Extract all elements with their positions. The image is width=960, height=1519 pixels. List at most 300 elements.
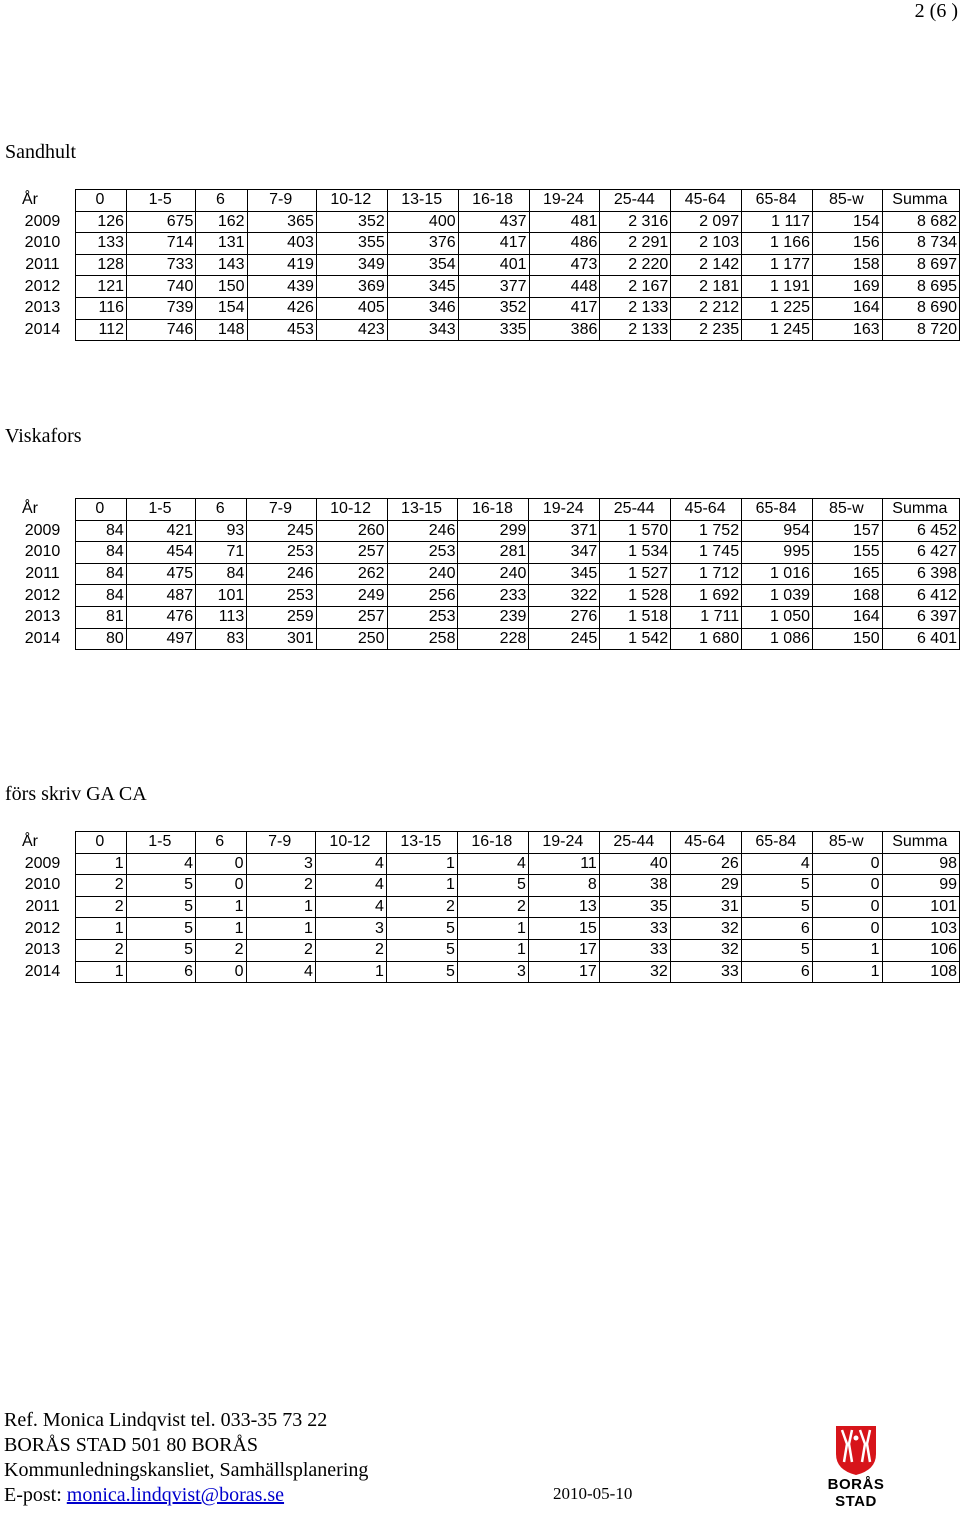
- section-title-fors-skriv: förs skriv GA CA: [5, 783, 147, 805]
- boras-stad-logo: [824, 1424, 888, 1519]
- row-year-label: 2014: [24, 629, 61, 647]
- table-cell: 2 133: [600, 297, 671, 319]
- table-cell: 475: [126, 563, 195, 585]
- table-cell: 133: [75, 233, 126, 255]
- table-cell: 4: [457, 853, 528, 875]
- row-year-label: 2012: [24, 586, 61, 604]
- table-cell: 256: [387, 585, 458, 607]
- table-cell: 8 690: [882, 297, 959, 319]
- table-cell: 253: [387, 542, 458, 564]
- table-cell: 257: [316, 606, 387, 628]
- table-cell: 439: [247, 276, 316, 298]
- table-cell: 6 397: [882, 606, 959, 628]
- table-cell: 733: [127, 254, 196, 276]
- table-cell: 164: [813, 606, 883, 628]
- table-cell: 103: [882, 918, 959, 940]
- column-header: 1-5: [126, 499, 195, 521]
- column-header: 45-64: [670, 832, 741, 854]
- table-cell: 345: [529, 563, 600, 585]
- column-header: Summa: [882, 832, 959, 854]
- table-row: [12, 939, 960, 961]
- table-row: [12, 563, 960, 585]
- table-cell: 6: [741, 918, 812, 940]
- column-header: 45-64: [671, 190, 742, 212]
- table-cell: 354: [387, 254, 458, 276]
- table-cell: 1 570: [600, 520, 671, 542]
- table-cell: 2 097: [671, 211, 742, 233]
- table-cell: 233: [458, 585, 529, 607]
- table-cell: 84: [196, 563, 247, 585]
- table-cell: 0: [195, 961, 246, 983]
- table-cell: 169: [813, 276, 883, 298]
- column-header: 1-5: [126, 832, 195, 854]
- table-cell: 1 527: [600, 563, 671, 585]
- column-header: 16-18: [458, 190, 529, 212]
- table-cell: 345: [387, 276, 458, 298]
- table-cell: 32: [670, 918, 741, 940]
- row-year-label: 2012: [24, 919, 61, 937]
- table-cell: 262: [316, 563, 387, 585]
- table-cell: 365: [247, 211, 316, 233]
- table-cell: 32: [670, 939, 741, 961]
- table-cell: 421: [126, 520, 195, 542]
- table-cell: 1: [76, 961, 127, 983]
- row-year-label: 2013: [24, 941, 61, 959]
- data-table: [12, 831, 960, 983]
- table-row: [12, 254, 960, 276]
- table-cell: 26: [670, 853, 741, 875]
- table-row: [12, 918, 960, 940]
- table-cell: 31: [670, 896, 741, 918]
- table-cell: 2: [246, 875, 315, 897]
- table-cell: 154: [813, 211, 883, 233]
- table-cell: 1 050: [742, 606, 813, 628]
- table-cell: 5: [386, 939, 457, 961]
- table-cell: 164: [813, 297, 883, 319]
- table-cell: 369: [316, 276, 387, 298]
- column-header: Summa: [882, 190, 959, 212]
- table-cell: 112: [75, 319, 126, 341]
- table-cell: 400: [387, 211, 458, 233]
- table-cell: 376: [387, 233, 458, 255]
- table-cell: 4: [246, 961, 315, 983]
- column-header: 10-12: [315, 832, 386, 854]
- table-cell: 454: [126, 542, 195, 564]
- table-cell: 1 542: [600, 628, 671, 650]
- table-row: [12, 276, 960, 298]
- row-year-label: 2010: [24, 876, 61, 894]
- table-cell: 1 712: [671, 563, 742, 585]
- table-cell: 168: [813, 585, 883, 607]
- table-cell: 83: [196, 628, 247, 650]
- table-cell: 497: [126, 628, 195, 650]
- table-cell: 335: [458, 319, 529, 341]
- boras-crest-icon: [833, 1424, 879, 1476]
- table-cell: 101: [196, 585, 247, 607]
- table-cell: 150: [813, 628, 883, 650]
- table-cell: 93: [196, 520, 247, 542]
- table-cell: 3: [457, 961, 528, 983]
- row-year-label: 2011: [25, 256, 60, 274]
- table-cell: 8 697: [882, 254, 959, 276]
- table-viskafors: [12, 498, 960, 650]
- table-cell: 6: [126, 961, 195, 983]
- table-cell: 258: [387, 628, 458, 650]
- table-cell: 253: [387, 606, 458, 628]
- table-cell: 2 212: [671, 297, 742, 319]
- table-cell: 5: [386, 918, 457, 940]
- table-cell: 32: [599, 961, 670, 983]
- table-cell: 1 177: [742, 254, 813, 276]
- table-cell: 1 191: [742, 276, 813, 298]
- table-cell: 1 086: [742, 628, 813, 650]
- table-cell: 1: [246, 896, 315, 918]
- column-header: 13-15: [386, 832, 457, 854]
- table-cell: 2 133: [600, 319, 671, 341]
- column-header: 85-w: [812, 832, 882, 854]
- table-cell: 245: [247, 520, 316, 542]
- table-cell: 257: [316, 542, 387, 564]
- table-cell: 995: [742, 542, 813, 564]
- table-cell: 352: [458, 297, 529, 319]
- table-cell: 419: [247, 254, 316, 276]
- table-cell: 5: [457, 875, 528, 897]
- column-header: 16-18: [458, 499, 529, 521]
- column-header: 6: [195, 832, 246, 854]
- table-cell: 5: [741, 875, 812, 897]
- table-cell: 322: [529, 585, 600, 607]
- table-cell: 371: [529, 520, 600, 542]
- table-cell: 675: [127, 211, 196, 233]
- table-cell: 17: [528, 961, 599, 983]
- table-cell: 156: [813, 233, 883, 255]
- table-cell: 473: [529, 254, 600, 276]
- footer-address: BORÅS STAD 501 80 BORÅS: [4, 1434, 259, 1456]
- row-year-label: 2009: [24, 854, 61, 872]
- column-header: 25-44: [599, 832, 670, 854]
- table-cell: 2: [457, 896, 528, 918]
- table-cell: 1 534: [600, 542, 671, 564]
- table-row: [12, 542, 960, 564]
- column-header: 19-24: [528, 832, 599, 854]
- column-header: 10-12: [316, 499, 387, 521]
- table-cell: 6: [741, 961, 812, 983]
- table-cell: 1 680: [671, 628, 742, 650]
- table-cell: 1 752: [671, 520, 742, 542]
- table-header-row: [12, 499, 960, 521]
- row-year-label: 2011: [25, 565, 60, 583]
- table-cell: 108: [882, 961, 959, 983]
- table-cell: 259: [247, 606, 316, 628]
- table-cell: 2 181: [671, 276, 742, 298]
- row-year-label: 2009: [24, 521, 61, 539]
- table-cell: 481: [529, 211, 600, 233]
- table-cell: 417: [458, 233, 529, 255]
- table-cell: 246: [247, 563, 316, 585]
- column-header: 7-9: [247, 190, 316, 212]
- footer-date: 2010-05-10: [553, 1484, 633, 1503]
- table-cell: 343: [387, 319, 458, 341]
- table-cell: 8 682: [882, 211, 959, 233]
- table-row: [12, 853, 960, 875]
- column-header-year: År: [22, 833, 38, 851]
- table-cell: 1: [812, 961, 882, 983]
- table-cell: 453: [247, 319, 316, 341]
- table-cell: 2 167: [600, 276, 671, 298]
- table-cell: 157: [813, 520, 883, 542]
- table-cell: 1: [246, 918, 315, 940]
- table-cell: 8: [528, 875, 599, 897]
- row-year-label: 2010: [24, 234, 61, 252]
- column-header: 13-15: [387, 499, 458, 521]
- table-row: [12, 606, 960, 628]
- table-cell: 165: [813, 563, 883, 585]
- table-cell: 6 401: [882, 628, 959, 650]
- table-cell: 4: [315, 875, 386, 897]
- table-cell: 740: [127, 276, 196, 298]
- table-row: [12, 319, 960, 341]
- table-cell: 476: [126, 606, 195, 628]
- table-cell: 487: [126, 585, 195, 607]
- table-cell: 154: [196, 297, 247, 319]
- row-year-label: 2011: [25, 898, 60, 916]
- table-cell: 11: [528, 853, 599, 875]
- data-table: [12, 498, 960, 650]
- column-header: 6: [196, 499, 247, 521]
- table-cell: 6 452: [882, 520, 959, 542]
- table-cell: 349: [316, 254, 387, 276]
- table-cell: 15: [528, 918, 599, 940]
- table-cell: 249: [316, 585, 387, 607]
- table-cell: 352: [316, 211, 387, 233]
- table-cell: 2 103: [671, 233, 742, 255]
- table-cell: 131: [196, 233, 247, 255]
- table-cell: 954: [742, 520, 813, 542]
- table-cell: 3: [246, 853, 315, 875]
- table-row: [12, 875, 960, 897]
- table-cell: 1 692: [671, 585, 742, 607]
- column-header-year: År: [22, 500, 38, 518]
- table-cell: 155: [813, 542, 883, 564]
- column-header: Summa: [882, 499, 959, 521]
- column-header: 45-64: [671, 499, 742, 521]
- table-cell: 1 016: [742, 563, 813, 585]
- table-cell: 6 427: [882, 542, 959, 564]
- table-cell: 5: [126, 939, 195, 961]
- column-header: 1-5: [127, 190, 196, 212]
- table-cell: 276: [529, 606, 600, 628]
- table-cell: 6 412: [882, 585, 959, 607]
- table-cell: 163: [813, 319, 883, 341]
- table-cell: 2 291: [600, 233, 671, 255]
- table-row: [12, 211, 960, 233]
- table-header-row: [12, 190, 960, 212]
- column-header: 6: [196, 190, 247, 212]
- table-cell: 116: [75, 297, 126, 319]
- column-header: 85-w: [813, 190, 883, 212]
- table-cell: 2 316: [600, 211, 671, 233]
- table-cell: 6 398: [882, 563, 959, 585]
- table-cell: 0: [812, 918, 882, 940]
- table-cell: 228: [458, 628, 529, 650]
- email-link[interactable]: monica.lindqvist@boras.se: [66, 1484, 285, 1506]
- footer: [4, 1408, 368, 1508]
- column-header: 19-24: [529, 190, 600, 212]
- table-cell: 403: [247, 233, 316, 255]
- table-row: [12, 896, 960, 918]
- column-header: 0: [75, 499, 126, 521]
- table-cell: 33: [599, 939, 670, 961]
- column-header: 13-15: [387, 190, 458, 212]
- table-cell: 746: [127, 319, 196, 341]
- table-cell: 1 245: [742, 319, 813, 341]
- table-cell: 386: [529, 319, 600, 341]
- table-cell: 2 235: [671, 319, 742, 341]
- table-cell: 240: [387, 563, 458, 585]
- row-year-label: 2014: [24, 320, 61, 338]
- table-cell: 437: [458, 211, 529, 233]
- table-cell: 260: [316, 520, 387, 542]
- table-cell: 162: [196, 211, 247, 233]
- table-cell: 4: [315, 896, 386, 918]
- table-cell: 5: [741, 939, 812, 961]
- table-cell: 281: [458, 542, 529, 564]
- table-cell: 417: [529, 297, 600, 319]
- table-cell: 5: [386, 961, 457, 983]
- table-cell: 80: [75, 628, 126, 650]
- column-header: 85-w: [813, 499, 883, 521]
- table-cell: 71: [196, 542, 247, 564]
- table-fors-skriv: [12, 831, 960, 983]
- table-cell: 8 695: [882, 276, 959, 298]
- table-row: [12, 585, 960, 607]
- footer-department: Kommunledningskansliet, Samhällsplanering: [4, 1459, 369, 1481]
- table-cell: 84: [75, 520, 126, 542]
- table-cell: 2: [246, 939, 315, 961]
- logo-text-line1: BORÅS: [827, 1476, 885, 1493]
- footer-email-label: E-post:: [4, 1484, 67, 1506]
- table-cell: 1: [386, 853, 457, 875]
- table-cell: 714: [127, 233, 196, 255]
- footer-ref: Ref. Monica Lindqvist tel. 033-35 73 22: [4, 1409, 328, 1431]
- table-cell: 84: [75, 563, 126, 585]
- column-header: 25-44: [600, 190, 671, 212]
- table-row: [12, 628, 960, 650]
- table-cell: 33: [599, 918, 670, 940]
- column-header: 7-9: [246, 832, 315, 854]
- table-cell: 423: [316, 319, 387, 341]
- table-cell: 299: [458, 520, 529, 542]
- table-cell: 0: [195, 853, 246, 875]
- table-cell: 84: [75, 585, 126, 607]
- table-cell: 143: [196, 254, 247, 276]
- column-header: 0: [76, 832, 127, 854]
- section-title-viskafors: Viskafors: [5, 425, 82, 447]
- table-cell: 4: [126, 853, 195, 875]
- column-header: 65-84: [742, 190, 813, 212]
- column-header: 16-18: [457, 832, 528, 854]
- table-cell: 1: [195, 896, 246, 918]
- table-cell: 346: [387, 297, 458, 319]
- row-year-label: 2010: [24, 543, 61, 561]
- table-cell: 355: [316, 233, 387, 255]
- column-header: 7-9: [247, 499, 316, 521]
- table-cell: 35: [599, 896, 670, 918]
- table-cell: 1: [76, 918, 127, 940]
- table-cell: 13: [528, 896, 599, 918]
- table-cell: 0: [812, 896, 882, 918]
- footer-email-line: [4, 1483, 368, 1508]
- table-cell: 1: [76, 853, 127, 875]
- table-cell: 301: [247, 628, 316, 650]
- table-cell: 1 711: [671, 606, 742, 628]
- table-cell: 8 720: [882, 319, 959, 341]
- table-cell: 426: [247, 297, 316, 319]
- table-cell: 4: [315, 853, 386, 875]
- table-cell: 17: [528, 939, 599, 961]
- table-cell: 128: [75, 254, 126, 276]
- table-cell: 246: [387, 520, 458, 542]
- table-cell: 1: [195, 918, 246, 940]
- table-cell: 29: [670, 875, 741, 897]
- table-cell: 739: [127, 297, 196, 319]
- table-cell: 1: [457, 939, 528, 961]
- table-cell: 0: [195, 875, 246, 897]
- table-cell: 401: [458, 254, 529, 276]
- table-cell: 347: [529, 542, 600, 564]
- column-header: 19-24: [529, 499, 600, 521]
- page-number: 2 (6 ): [914, 0, 958, 22]
- table-cell: 1 166: [742, 233, 813, 255]
- table-cell: 245: [529, 628, 600, 650]
- table-cell: 38: [599, 875, 670, 897]
- table-cell: 2: [195, 939, 246, 961]
- table-cell: 101: [882, 896, 959, 918]
- table-cell: 3: [315, 918, 386, 940]
- table-cell: 240: [458, 563, 529, 585]
- table-cell: 5: [741, 896, 812, 918]
- table-cell: 98: [882, 853, 959, 875]
- table-cell: 1 745: [671, 542, 742, 564]
- table-cell: 158: [813, 254, 883, 276]
- table-cell: 0: [812, 853, 882, 875]
- table-cell: 113: [196, 606, 247, 628]
- table-cell: 33: [670, 961, 741, 983]
- table-cell: 106: [882, 939, 959, 961]
- row-year-label: 2014: [24, 962, 61, 980]
- table-cell: 2 142: [671, 254, 742, 276]
- table-cell: 2: [386, 896, 457, 918]
- table-cell: 1: [386, 875, 457, 897]
- column-header: 65-84: [741, 832, 812, 854]
- table-cell: 2: [76, 939, 127, 961]
- table-row: [12, 233, 960, 255]
- table-cell: 5: [126, 896, 195, 918]
- table-cell: 253: [247, 542, 316, 564]
- table-cell: 2: [315, 939, 386, 961]
- table-cell: 126: [75, 211, 126, 233]
- column-header: 65-84: [742, 499, 813, 521]
- row-year-label: 2009: [24, 212, 61, 230]
- table-cell: 377: [458, 276, 529, 298]
- table-cell: 2 220: [600, 254, 671, 276]
- table-row: [12, 520, 960, 542]
- table-cell: 40: [599, 853, 670, 875]
- logo-text-line2: STAD: [835, 1493, 877, 1510]
- table-cell: 1 039: [742, 585, 813, 607]
- column-header-year: År: [22, 191, 38, 209]
- table-cell: 121: [75, 276, 126, 298]
